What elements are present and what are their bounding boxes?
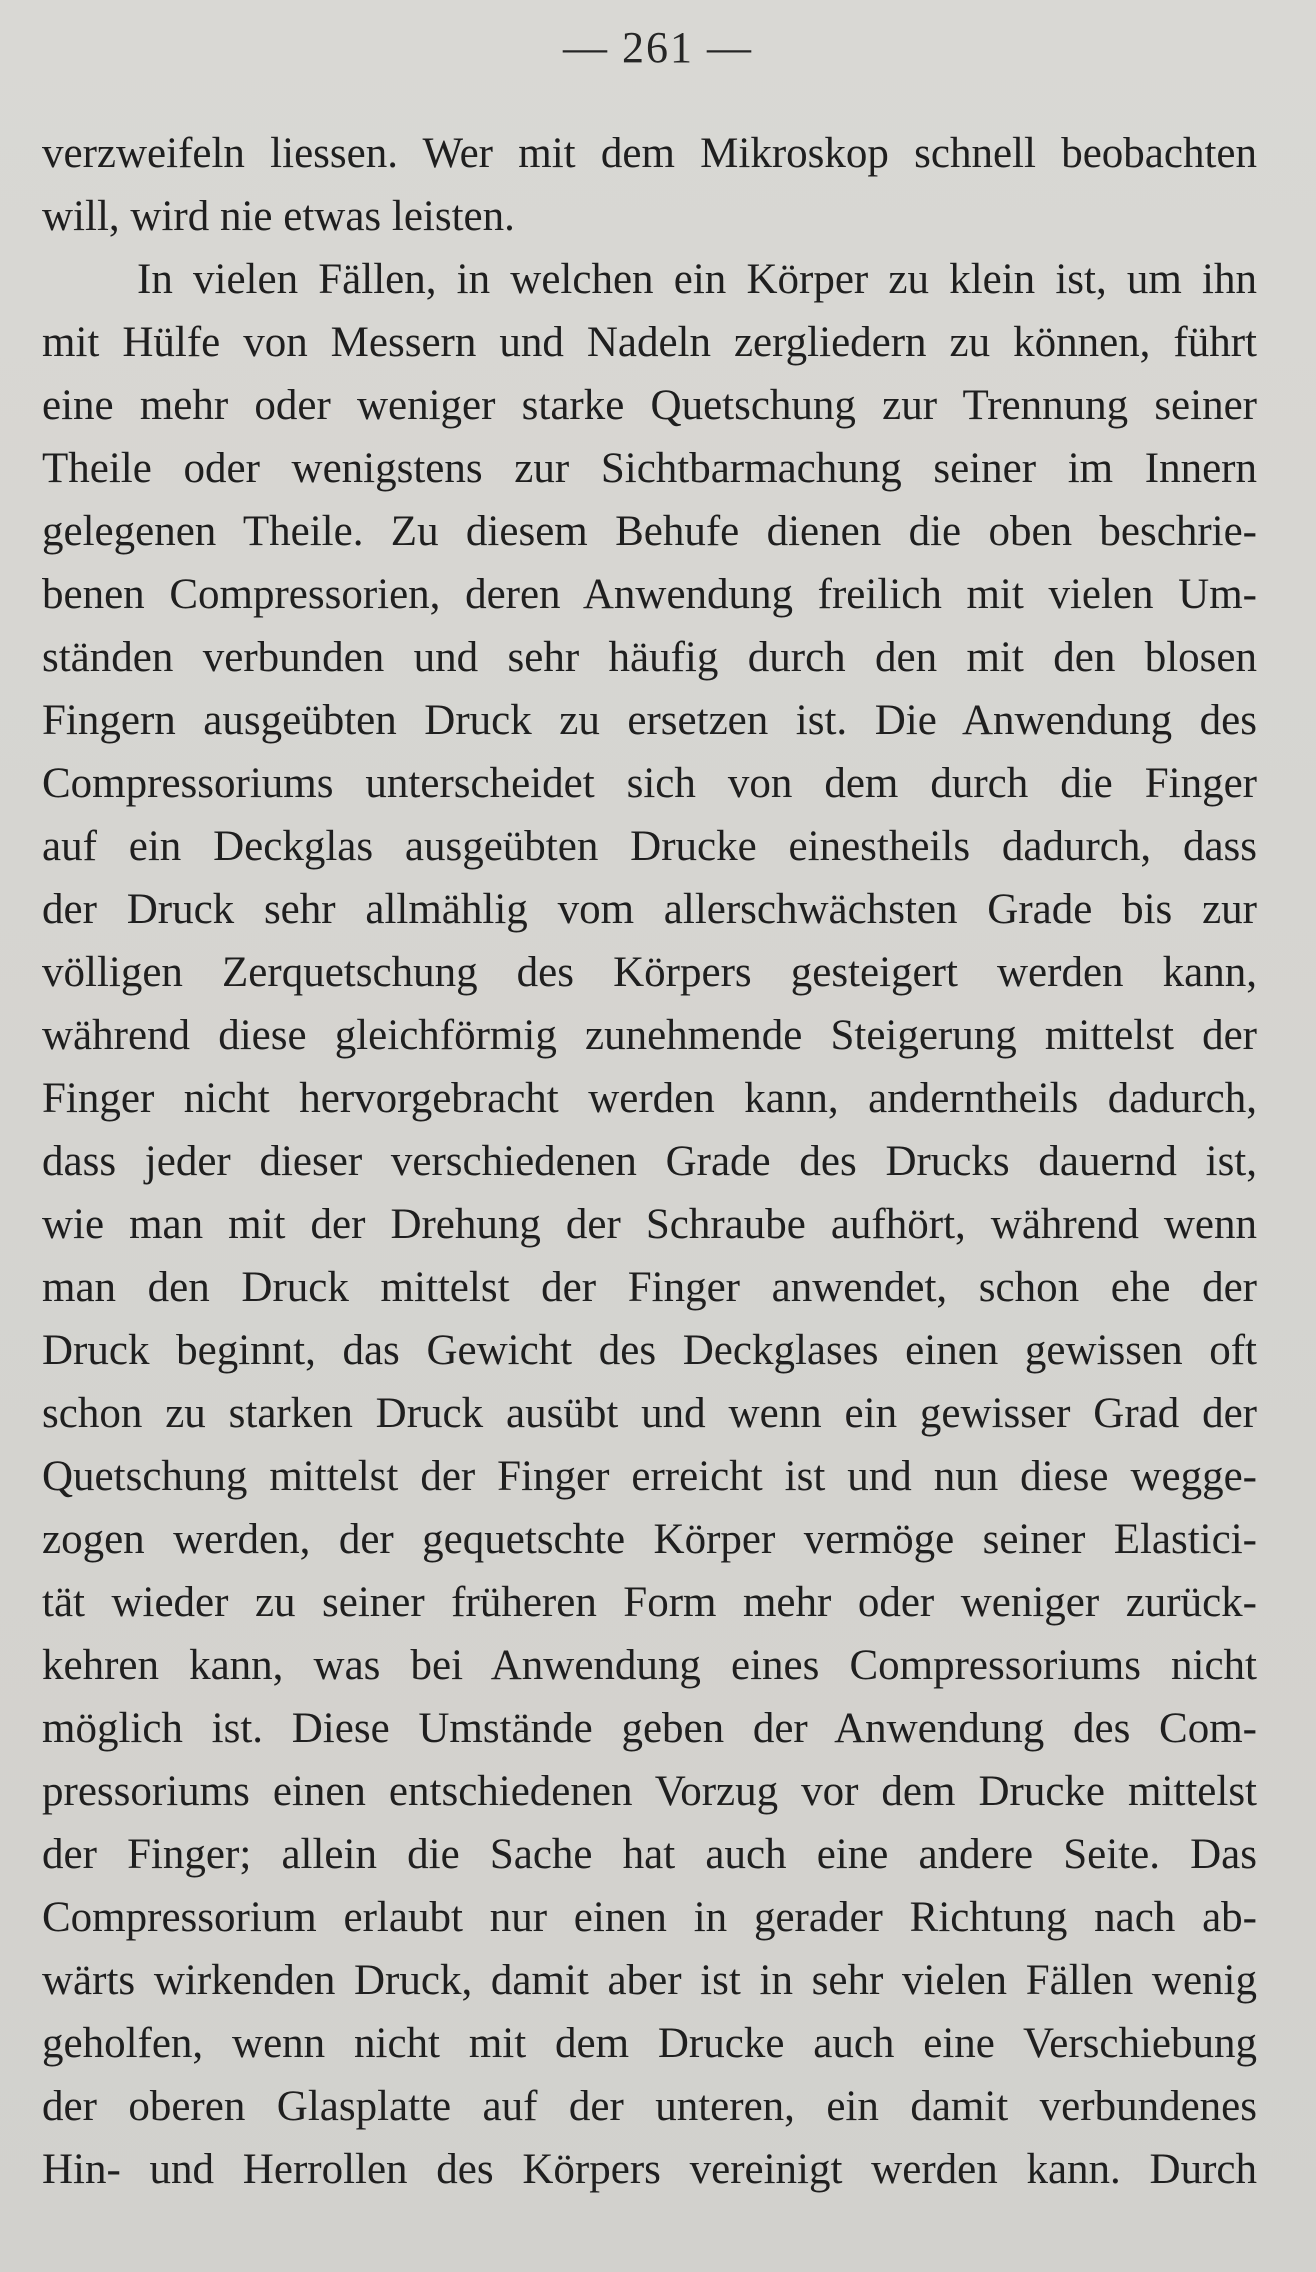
- text-line: Fingern ausgeübten Druck zu ersetzen ist. Die Anwendung des: [42, 697, 1257, 744]
- text-line: während diese gleichförmig zunehmende Steigerung mittelst der: [42, 1012, 1257, 1059]
- text-line: pressoriums einen entschiedenen Vorzug vor dem Drucke mittelst: [42, 1768, 1257, 1815]
- text-line: mit Hülfe von Messern und Nadeln zergliedern zu können, führt: [42, 319, 1257, 366]
- text-line: will, wird nie etwas leisten.: [42, 193, 515, 240]
- text-line: wärts wirkenden Druck, damit aber ist in sehr vielen Fällen wenig: [42, 1957, 1257, 2004]
- text-line: gelegenen Theile. Zu diesem Behufe dienen die oben beschrie-: [42, 508, 1257, 555]
- text-line: dass jeder dieser verschiedenen Grade des Drucks dauernd ist,: [42, 1138, 1257, 1185]
- text-line: wie man mit der Drehung der Schraube aufhört, während wenn: [42, 1201, 1257, 1248]
- body-text: [42, 122, 1257, 2201]
- text-line: möglich ist. Diese Umstände geben der Anwendung des Com-: [42, 1705, 1257, 1752]
- text-line: tät wieder zu seiner früheren Form mehr oder weniger zurück-: [42, 1579, 1257, 1626]
- text-line: Finger nicht hervorgebracht werden kann, anderntheils dadurch,: [42, 1075, 1257, 1122]
- text-line: auf ein Deckglas ausgeübten Drucke einestheils dadurch, dass: [42, 823, 1257, 870]
- text-line: Quetschung mittelst der Finger erreicht ist und nun diese wegge-: [42, 1453, 1257, 1500]
- text-line: zogen werden, der gequetschte Körper vermöge seiner Elastici-: [42, 1516, 1257, 1563]
- text-line: In vielen Fällen, in welchen ein Körper zu klein ist, um ihn: [137, 256, 1257, 303]
- text-line: ständen verbunden und sehr häufig durch den mit den blosen: [42, 634, 1257, 681]
- text-line: eine mehr oder weniger starke Quetschung zur Trennung seiner: [42, 382, 1257, 429]
- page-number: — 261 —: [563, 23, 753, 72]
- text-line: Theile oder wenigstens zur Sichtbarmachung seiner im Innern: [42, 445, 1257, 492]
- text-line: Compressoriums unterscheidet sich von dem durch die Finger: [42, 760, 1257, 807]
- text-line: der Druck sehr allmählig vom allerschwächsten Grade bis zur: [42, 886, 1257, 933]
- text-line: benen Compressorien, deren Anwendung freilich mit vielen Um-: [42, 571, 1257, 618]
- text-line: schon zu starken Druck ausübt und wenn ein gewisser Grad der: [42, 1390, 1257, 1437]
- text-line: Compressorium erlaubt nur einen in gerader Richtung nach ab-: [42, 1894, 1257, 1941]
- text-line: kehren kann, was bei Anwendung eines Compressoriums nicht: [42, 1642, 1257, 1689]
- text-line: geholfen, wenn nicht mit dem Drucke auch eine Verschiebung: [42, 2020, 1257, 2067]
- text-line: Hin- und Herrollen des Körpers vereinigt werden kann. Durch: [42, 2146, 1257, 2193]
- text-line: Druck beginnt, das Gewicht des Deckglases einen gewissen oft: [42, 1327, 1257, 1374]
- text-line: der Finger; allein die Sache hat auch eine andere Seite. Das: [42, 1831, 1257, 1878]
- text-line: der oberen Glasplatte auf der unteren, ein damit verbundenes: [42, 2083, 1257, 2130]
- text-line: man den Druck mittelst der Finger anwendet, schon ehe der: [42, 1264, 1257, 1311]
- text-line: völligen Zerquetschung des Körpers gesteigert werden kann,: [42, 949, 1257, 996]
- text-line: verzweifeln liessen. Wer mit dem Mikroskop schnell beobachten: [42, 130, 1257, 177]
